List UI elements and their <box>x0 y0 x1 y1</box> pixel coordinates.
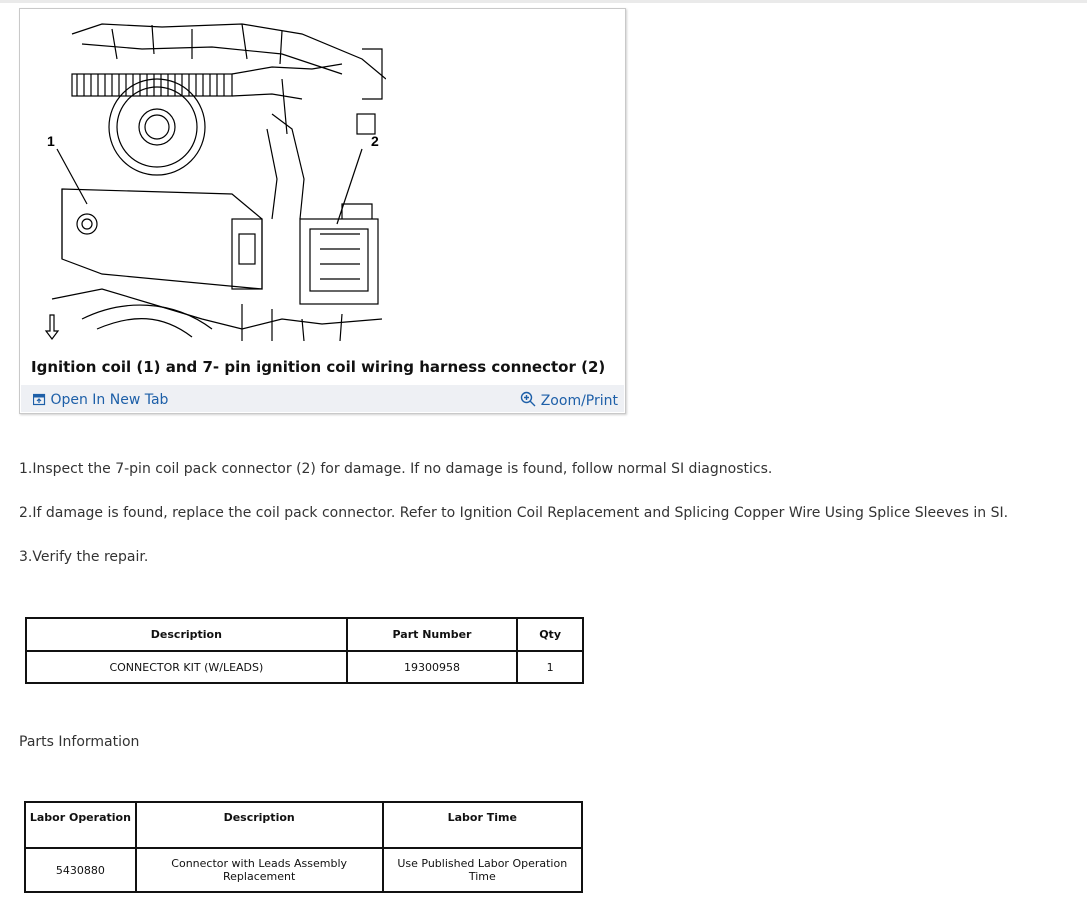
callout-1: 1 <box>47 133 55 149</box>
labor-description: Connector with Leads Assembly Replacement <box>136 848 383 892</box>
open-in-new-tab-label: Open In New Tab <box>50 392 169 408</box>
step-1: 1.Inspect the 7-pin coil pack connector (2) for damage. If no damage is found, follow normal SI diagnostics. <box>19 461 773 477</box>
open-in-new-tab-link[interactable] <box>33 392 168 408</box>
parts-information-label: Parts Information <box>19 734 140 750</box>
col-header-qty: Qty <box>517 618 583 651</box>
labor-time: Use Published Labor Operation Time <box>383 848 582 892</box>
labor-table-header <box>25 802 582 848</box>
figure-actions-bar <box>21 385 624 412</box>
labor-operation-code: 5430880 <box>25 848 136 892</box>
zoom-print-label: Zoom/Print <box>540 393 618 409</box>
ignition-coil-diagram <box>42 19 386 341</box>
figure-caption: Ignition coil (1) and 7- pin ignition coil wiring harness connector (2) <box>31 358 606 376</box>
top-divider <box>0 0 1087 3</box>
parts-table <box>25 617 584 684</box>
part-number: 19300958 <box>347 651 517 683</box>
open-new-tab-icon <box>33 393 46 406</box>
part-description: CONNECTOR KIT (W/LEADS) <box>26 651 347 683</box>
col-header-labor-description: Description <box>136 802 383 848</box>
col-header-labor-operation: Labor Operation <box>25 802 136 848</box>
zoom-print-link[interactable] <box>520 391 618 409</box>
col-header-part-number: Part Number <box>347 618 517 651</box>
figure-card <box>19 8 626 414</box>
step-2: 2.If damage is found, replace the coil pack connector. Refer to Ignition Coil Replacement and Splicing Copper Wire Using Splice Sleeves in SI. <box>19 505 1009 521</box>
step-3: 3.Verify the repair. <box>19 549 149 565</box>
part-qty: 1 <box>517 651 583 683</box>
callout-2: 2 <box>371 133 379 149</box>
col-header-labor-time: Labor Time <box>383 802 582 848</box>
labor-table <box>24 801 583 893</box>
col-header-description: Description <box>26 618 347 651</box>
table-row <box>25 848 582 892</box>
parts-table-header <box>26 618 583 651</box>
table-row <box>26 651 583 683</box>
zoom-icon <box>520 391 536 407</box>
